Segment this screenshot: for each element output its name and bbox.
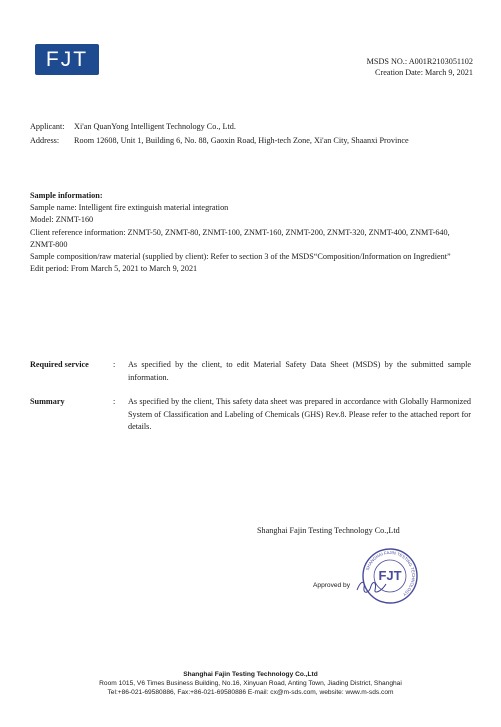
sample-heading: Sample information: xyxy=(30,191,103,200)
stamp-ring-text: SHANGHAI FAJIN TESTING TECHNOLOGY xyxy=(364,549,417,598)
msds-number: MSDS NO.: A001R2103051102 xyxy=(366,57,473,66)
document-meta xyxy=(367,56,473,78)
sample-composition: Sample composition/raw material (supplied by client): Refer to section 3 of the MSDS“Composition/Information on Ingredient” xyxy=(30,252,451,262)
approved-by-label: Approved by xyxy=(313,582,351,589)
required-service-colon: : xyxy=(113,360,116,369)
address-value: Room 12608, Unit 1, Building 6, No. 88, Gaoxin Road, High-tech Zone, Xi'an City, Shaanxi Province xyxy=(74,136,409,145)
summary-row xyxy=(30,396,475,438)
sample-model: Model: ZNMT-160 xyxy=(30,215,94,225)
required-service-value: As specified by the client, to edit Material Safety Data Sheet (MSDS) by the submitted sample information. xyxy=(128,360,471,382)
creation-date: Creation Date: March 9, 2021 xyxy=(375,68,473,77)
sample-information xyxy=(30,190,476,275)
stamp-logo-text: FJT xyxy=(378,568,402,583)
company-logo xyxy=(35,44,99,75)
sample-name: Sample name: Intelligent fire extinguish material integration xyxy=(30,203,229,213)
applicant-label: Applicant: xyxy=(30,122,65,131)
required-service-row xyxy=(30,359,475,389)
footer-contact: Tel:+86-021-69580886, Fax:+86-021-69580886 E-mail: cx@m-sds.com, website: www.m-sds.com xyxy=(107,689,394,696)
applicant-value: Xi'an QuanYong Intelligent Technology Co., Ltd. xyxy=(74,122,236,131)
summary-label: Summary xyxy=(30,397,65,406)
edit-period: Edit period: From March 5, 2021 to March 9, 2021 xyxy=(30,264,198,274)
summary-value: As specified by the client, This safety data sheet was prepared in accordance with Globally Harmonized System of Classification and Labeling of Chemicals (GHS) Rev.8. Please refer to the attached report for details. xyxy=(128,397,471,432)
client-reference: Client reference information: ZNMT-50, ZNMT-80, ZNMT-100, ZNMT-160, ZNMT-200, ZNMT-320, ZNMT-400, ZNMT-640, ZNMT-800 xyxy=(30,227,450,249)
footer-company: Shanghai Fajin Testing Technology Co.,Ltd xyxy=(183,671,318,678)
footer-address: Room 1015, V6 Times Business Building, No.16, Xinyuan Road, Anting Town, Jiading District, Shanghai xyxy=(99,680,402,687)
required-service-label: Required service xyxy=(30,360,89,369)
logo-text: FJT xyxy=(45,47,89,71)
address-row xyxy=(30,135,409,146)
address-label: Address: xyxy=(30,136,60,145)
signature-company: Shanghai Fajin Testing Technology Co.,Ltd xyxy=(257,526,400,535)
applicant-row xyxy=(30,121,236,132)
summary-colon: : xyxy=(113,397,116,406)
company-seal-stamp xyxy=(360,546,420,606)
